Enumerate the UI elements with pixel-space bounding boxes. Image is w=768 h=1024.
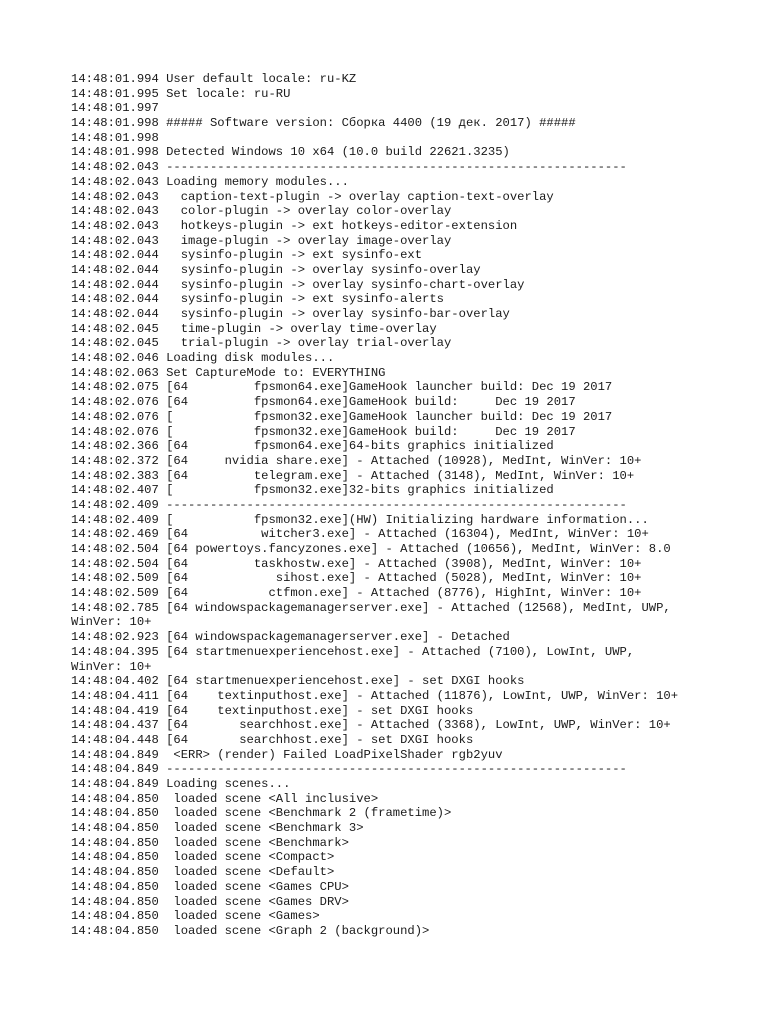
log-line: 14:48:02.504 [64 taskhostw.exe] - Attached (3908), MedInt, WinVer: 10+ bbox=[71, 556, 642, 571]
log-line: 14:48:04.850 loaded scene <Graph 2 (background)> bbox=[71, 923, 430, 938]
log-line: 14:48:04.437 [64 searchhost.exe] - Attached (3368), LowInt, UWP, WinVer: 10+ bbox=[71, 718, 671, 733]
log-line: 14:48:02.366 [64 fpsmon64.exe]64-bits graphics initialized bbox=[71, 439, 554, 454]
log-line: 14:48:04.850 loaded scene <Benchmark 3> bbox=[71, 821, 364, 836]
log-line: 14:48:02.045 trial-plugin -> overlay trial-overlay bbox=[71, 336, 452, 351]
log-line: 14:48:02.407 [ fpsmon32.exe]32-bits graphics initialized bbox=[71, 483, 554, 498]
log-line: 14:48:01.998 ##### Software version: Сборка 4400 (19 дек. 2017) ##### bbox=[71, 116, 576, 131]
log-line: 14:48:02.383 [64 telegram.exe] - Attached (3148), MedInt, WinVer: 10+ bbox=[71, 468, 635, 483]
log-line: 14:48:01.998 Detected Windows 10 x64 (10.0 build 22621.3235) bbox=[71, 145, 510, 160]
log-line: 14:48:02.509 [64 sihost.exe] - Attached (5028), MedInt, WinVer: 10+ bbox=[71, 571, 642, 586]
log-line: 14:48:02.044 sysinfo-plugin -> overlay sysinfo-overlay bbox=[71, 262, 481, 277]
log-line: 14:48:02.044 sysinfo-plugin -> ext sysinfo-ext bbox=[71, 248, 423, 263]
log-line: 14:48:02.409 --------------------------------------------------------------- bbox=[71, 497, 627, 512]
log-line: 14:48:04.849 Loading scenes... bbox=[71, 777, 291, 791]
log-line: 14:48:02.923 [64 windowspackagemanagerserver.exe] - Detached bbox=[71, 630, 510, 645]
log-line: 14:48:02.372 [64 nvidia share.exe] - Attached (10928), MedInt, WinVer: 10+ bbox=[71, 453, 642, 468]
log-line: 14:48:01.997 bbox=[71, 101, 159, 116]
log-line: 14:48:02.043 --------------------------------------------------------------- bbox=[71, 160, 627, 175]
log-line: 14:48:02.063 Set CaptureMode to: EVERYTHING bbox=[71, 365, 386, 380]
log-line: 14:48:01.994 User default locale: ru-KZ bbox=[71, 72, 357, 86]
log-line: 14:48:02.075 [64 fpsmon64.exe]GameHook launcher build: Dec 19 2017 bbox=[71, 380, 613, 395]
log-line: 14:48:02.504 [64 powertoys.fancyzones.exe] - Attached (10656), MedInt, WinVer: 8.0 bbox=[71, 542, 671, 556]
log-line: 14:48:04.850 loaded scene <Default> bbox=[71, 865, 335, 880]
log-line: 14:48:04.411 [64 textinputhost.exe] - Attached (11876), LowInt, UWP, WinVer: 10+ bbox=[71, 688, 679, 703]
log-line: 14:48:02.043 hotkeys-plugin -> ext hotkeys-editor-extension bbox=[71, 218, 518, 233]
log-line: 14:48:04.850 loaded scene <Games CPU> bbox=[71, 879, 349, 894]
log-line: 14:48:02.044 sysinfo-plugin -> ext sysinfo-alerts bbox=[71, 292, 444, 307]
log-line: 14:48:02.043 caption-text-plugin -> overlay caption-text-overlay bbox=[71, 189, 554, 204]
log-line: 14:48:04.402 [64 startmenuexperiencehost.exe] - set DXGI hooks bbox=[71, 674, 525, 689]
log-line: 14:48:02.043 color-plugin -> overlay color-overlay bbox=[71, 204, 452, 219]
log-line: 14:48:02.076 [64 fpsmon64.exe]GameHook build: Dec 19 2017 bbox=[71, 395, 576, 410]
log-line: 14:48:04.395 [64 startmenuexperiencehost.exe] - Attached (7100), LowInt, UWP, bbox=[71, 644, 635, 659]
log-line: 14:48:04.849 <ERR> (render) Failed LoadPixelShader rgb2yuv bbox=[71, 747, 503, 762]
log-line: 14:48:02.076 [ fpsmon32.exe]GameHook build: Dec 19 2017 bbox=[71, 424, 576, 439]
log-line: 14:48:04.849 --------------------------------------------------------------- bbox=[71, 762, 627, 777]
log-document bbox=[71, 72, 751, 939]
log-line: 14:48:01.995 Set locale: ru-RU bbox=[71, 86, 291, 101]
log-line: 14:48:02.785 [64 windowspackagemanagerserver.exe] - Attached (12568), MedInt, UWP, bbox=[71, 600, 671, 615]
log-line: 14:48:04.419 [64 textinputhost.exe] - set DXGI hooks bbox=[71, 703, 474, 718]
log-line: 14:48:04.850 loaded scene <Games DRV> bbox=[71, 894, 349, 909]
log-line: 14:48:02.045 time-plugin -> overlay time-overlay bbox=[71, 321, 437, 336]
log-line: 14:48:02.043 Loading memory modules... bbox=[71, 174, 349, 189]
log-line: 14:48:01.998 bbox=[71, 130, 159, 145]
log-line: 14:48:02.469 [64 witcher3.exe] - Attached (16304), MedInt, WinVer: 10+ bbox=[71, 527, 649, 542]
log-line: 14:48:04.850 loaded scene <Benchmark 2 (frametime)> bbox=[71, 806, 452, 821]
log-line: 14:48:02.043 image-plugin -> overlay image-overlay bbox=[71, 233, 452, 248]
log-line: WinVer: 10+ bbox=[71, 615, 152, 630]
log-line: 14:48:04.850 loaded scene <All inclusive> bbox=[71, 791, 379, 806]
log-line: 14:48:02.046 Loading disk modules... bbox=[71, 351, 335, 366]
log-line: 14:48:02.076 [ fpsmon32.exe]GameHook launcher build: Dec 19 2017 bbox=[71, 409, 613, 424]
log-line: 14:48:04.850 loaded scene <Benchmark> bbox=[71, 835, 349, 850]
log-line: 14:48:04.448 [64 searchhost.exe] - set DXGI hooks bbox=[71, 732, 474, 747]
log-line: 14:48:02.044 sysinfo-plugin -> overlay sysinfo-chart-overlay bbox=[71, 277, 525, 292]
log-line: 14:48:02.509 [64 ctfmon.exe] - Attached (8776), HighInt, WinVer: 10+ bbox=[71, 586, 642, 601]
log-line: 14:48:02.044 sysinfo-plugin -> overlay sysinfo-bar-overlay bbox=[71, 307, 510, 321]
log-line: 14:48:04.850 loaded scene <Games> bbox=[71, 909, 320, 924]
log-line: 14:48:02.409 [ fpsmon32.exe](HW) Initializing hardware information... bbox=[71, 512, 649, 527]
log-line: 14:48:04.850 loaded scene <Compact> bbox=[71, 850, 335, 865]
log-line: WinVer: 10+ bbox=[71, 659, 152, 674]
